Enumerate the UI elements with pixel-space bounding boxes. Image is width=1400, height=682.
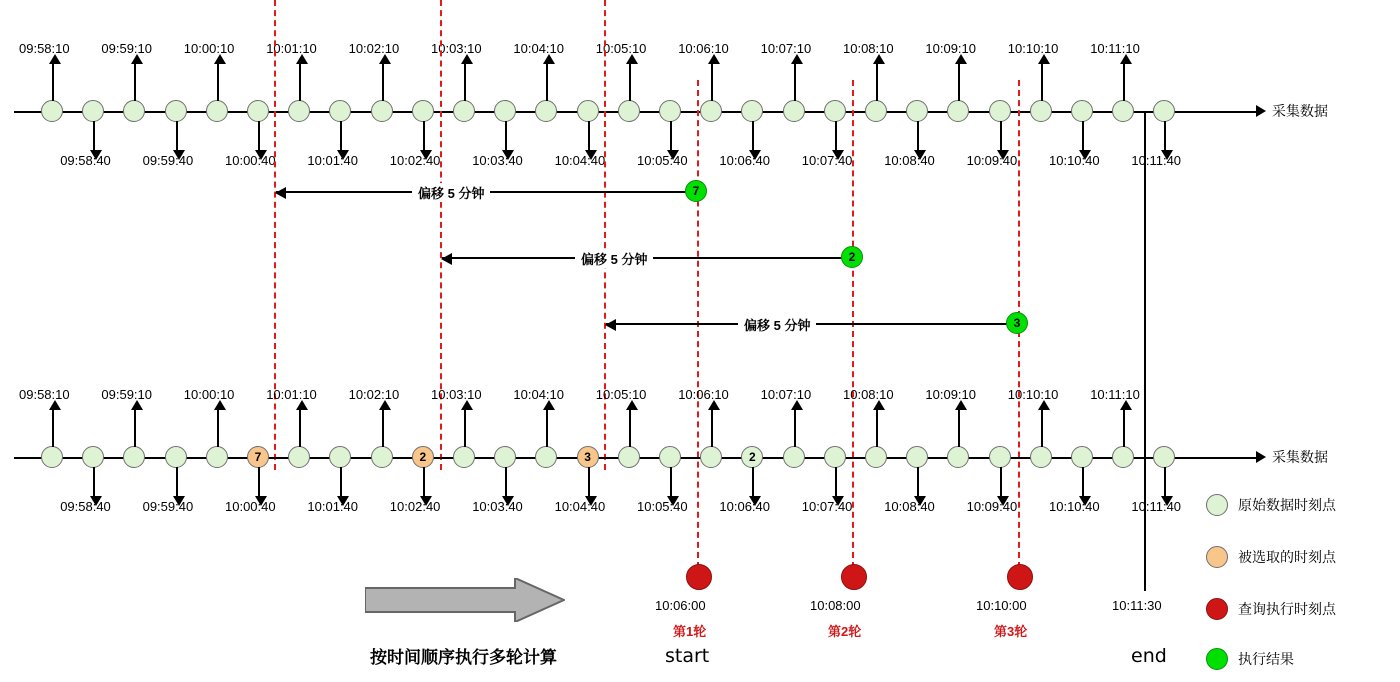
tick-arrow-up [134,63,136,101]
tick-arrow-down [1164,121,1166,151]
tick-arrow-down-head [1161,496,1173,506]
original-data-dot [865,100,887,122]
tick-arrow-down-head [667,496,679,506]
original-data-dot [700,446,722,468]
time-label-up: 10:01:10 [266,41,317,56]
time-label-up: 10:08:10 [843,41,894,56]
tick-arrow-up-head [626,400,638,410]
original-data-dot [1153,100,1175,122]
tick-arrow-up [958,63,960,101]
original-data-dot [947,446,969,468]
data-dot-value: 7 [254,450,262,464]
tick-arrow-up-head [1120,400,1132,410]
tick-arrow-down [340,121,342,151]
tick-arrow-up-head [955,400,967,410]
tick-arrow-up-head [214,54,226,64]
result-dot-2-value: 2 [848,250,856,264]
tick-arrow-up-head [49,54,61,64]
original-data-dot [165,446,187,468]
tick-arrow-up [1123,409,1125,447]
tick-arrow-down [917,121,919,151]
tick-arrow-down-head [173,150,185,160]
tick-arrow-up [546,409,548,447]
time-label-down: 10:00:40 [225,499,276,514]
tick-arrow-down-head [90,150,102,160]
tick-arrow-down [1082,467,1084,497]
tick-arrow-up-head [873,54,885,64]
legend-item-original [1206,494,1336,516]
offset-arrow-2-head [441,253,452,265]
tick-arrow-up-head [1038,400,1050,410]
tick-arrow-down-head [255,496,267,506]
offset-label-1: 偏移 5 分钟 [412,183,490,202]
tick-arrow-down-head [749,496,761,506]
end-time-label: 10:11:30 [1112,598,1162,613]
time-label-down: 10:03:40 [472,499,523,514]
tick-arrow-down-head [502,496,514,506]
original-data-dot [494,446,516,468]
original-data-dot [535,100,557,122]
tick-arrow-down-head [749,150,761,160]
bottom-axis-arrowhead [1256,451,1266,463]
tick-arrow-down [1000,121,1002,151]
original-data-dot [906,446,928,468]
tick-arrow-up-head [131,400,143,410]
time-label-up: 10:06:10 [678,41,729,56]
legend-item-result [1206,648,1294,670]
original-data-dot [82,446,104,468]
tick-arrow-down [176,467,178,497]
tick-arrow-up [134,409,136,447]
legend-dot-result-icon [1206,648,1228,670]
tick-arrow-down-head [255,150,267,160]
original-data-dot [618,100,640,122]
time-label-up: 10:08:10 [843,387,894,402]
execute-dot-round3 [1007,564,1033,590]
time-label-down: 10:06:40 [719,499,770,514]
tick-arrow-down-head [914,150,926,160]
time-label-down: 10:04:40 [554,499,606,514]
tick-arrow-up-head [131,54,143,64]
original-data-dot [371,446,393,468]
original-data-dot [1071,100,1093,122]
original-data-dot [206,446,228,468]
legend-label-execute: 查询执行时刻点 [1238,601,1336,617]
original-data-dot [1112,100,1134,122]
time-label-up: 10:10:10 [1007,41,1059,56]
original-data-dot [41,446,63,468]
execute-dot-round1 [686,564,712,590]
tick-arrow-up-head [296,54,308,64]
tick-arrow-up [629,409,631,447]
time-label-up: 10:07:10 [760,41,812,56]
tick-arrow-up [876,409,878,447]
tick-arrow-down-head [502,150,514,160]
tick-arrow-down-head [585,496,597,506]
tick-arrow-up [876,63,878,101]
original-data-dot [82,100,104,122]
tick-arrow-up [546,63,548,101]
tick-arrow-up [1123,63,1125,101]
tick-arrow-down-head [420,496,432,506]
time-label-up: 10:02:10 [348,387,400,402]
time-label-up: 09:59:10 [101,387,152,402]
end-label: end [1131,645,1167,667]
original-data-dot [618,446,640,468]
legend-dot-original-icon [1206,494,1228,516]
tick-arrow-up [711,63,713,101]
time-label-up: 10:06:10 [678,387,729,402]
time-label-down: 10:02:40 [389,499,441,514]
round1-time: 10:06:00 [655,598,706,613]
original-data-dot [1153,446,1175,468]
tick-arrow-up [464,409,466,447]
original-data-dot [824,446,846,468]
tick-arrow-down [670,121,672,151]
time-label-up: 10:05:10 [595,41,647,56]
original-data-dot [659,446,681,468]
legend-item-execute [1206,598,1336,620]
tick-arrow-up-head [708,54,720,64]
tick-arrow-up-head [1120,54,1132,64]
tick-arrow-up-head [791,54,803,64]
legend-dot-selected-icon [1206,546,1228,568]
original-data-dot [700,100,722,122]
original-data-dot [206,100,228,122]
tick-arrow-up-head [379,400,391,410]
original-data-dot [535,446,557,468]
time-label-down: 10:11:40 [1131,499,1182,514]
tick-arrow-up [217,63,219,101]
time-label-up: 10:05:10 [595,387,647,402]
tick-arrow-up-head [708,400,720,410]
tick-arrow-up-head [1038,54,1050,64]
tick-arrow-down-head [90,496,102,506]
tick-arrow-down-head [585,150,597,160]
offset-arrow-1-head [275,187,286,199]
time-label-up: 10:03:10 [431,41,482,56]
time-label-down: 10:09:40 [966,153,1018,168]
tick-arrow-up [711,409,713,447]
tick-arrow-up-head [214,400,226,410]
original-data-dot [123,446,145,468]
time-label-down: 10:01:40 [307,153,358,168]
tick-arrow-down [835,467,837,497]
original-data-dot [1071,446,1093,468]
tick-arrow-up [382,63,384,101]
tick-arrow-down [505,121,507,151]
tick-arrow-down [835,121,837,151]
time-label-down: 10:10:40 [1049,499,1100,514]
data-dot-value: 2 [749,450,756,464]
tick-arrow-up [464,63,466,101]
round2-time: 10:08:00 [810,598,861,613]
original-data-dot [989,446,1011,468]
tick-arrow-down-head [1079,150,1091,160]
original-data-dot [783,446,805,468]
original-data-dot [494,100,516,122]
legend-label-result: 执行结果 [1238,651,1294,667]
data-dot-value: 2 [419,450,427,464]
tick-arrow-up-head [626,54,638,64]
time-label-up: 09:58:10 [19,41,70,56]
tick-arrow-down-head [832,496,844,506]
tick-arrow-up [299,63,301,101]
time-label-down: 10:01:40 [307,499,358,514]
tick-arrow-down [258,121,260,151]
original-data-dot [453,100,475,122]
original-data-dot [824,100,846,122]
time-label-up: 10:07:10 [760,387,812,402]
round1-label: 第1轮 [673,624,707,639]
original-data-dot [577,100,599,122]
bottom-axis-label: 采集数据 [1272,449,1328,465]
legend-item-selected [1206,546,1336,568]
round3-time: 10:10:00 [976,598,1027,613]
time-label-up: 10:10:10 [1007,387,1059,402]
original-data-dot [659,100,681,122]
tick-arrow-up-head [873,400,885,410]
original-data-dot [329,100,351,122]
tick-arrow-down [1082,121,1084,151]
tick-arrow-up [958,409,960,447]
original-data-dot [329,446,351,468]
original-data-dot [989,100,1011,122]
tick-arrow-down [258,467,260,497]
time-label-up: 10:11:10 [1090,387,1140,402]
time-label-down: 10:09:40 [966,499,1018,514]
time-label-down: 10:06:40 [719,153,770,168]
tick-arrow-up-head [461,54,473,64]
original-data-dot [288,100,310,122]
time-label-up: 09:58:10 [19,387,70,402]
result-dot-1-value: 7 [692,184,700,198]
tick-arrow-up-head [955,54,967,64]
tick-arrow-down [505,467,507,497]
original-data-dot [165,100,187,122]
top-axis-label: 采集数据 [1272,103,1328,119]
original-data-dot [453,446,475,468]
tick-arrow-up-head [791,400,803,410]
time-label-up: 10:02:10 [348,41,400,56]
direction-arrow-icon [365,578,565,627]
offset-label-2: 偏移 5 分钟 [575,249,653,268]
time-label-up: 10:11:10 [1090,41,1140,56]
tick-arrow-up [52,63,54,101]
original-data-dot [906,100,928,122]
tick-arrow-up [217,409,219,447]
original-data-dot [123,100,145,122]
end-vertical-line [1144,111,1146,591]
time-label-down: 10:07:40 [801,499,853,514]
round3-label: 第3轮 [994,624,1028,639]
time-label-down: 10:04:40 [554,153,606,168]
execute-dot-round2 [841,564,867,590]
tick-arrow-down [588,467,590,497]
time-label-down: 10:00:40 [225,153,276,168]
tick-arrow-up [299,409,301,447]
time-label-up: 10:09:10 [925,387,976,402]
offset-label-3: 偏移 5 分钟 [738,315,816,334]
tick-arrow-down-head [420,150,432,160]
original-data-dot [371,100,393,122]
tick-arrow-down-head [997,150,1009,160]
time-label-down: 10:10:40 [1049,153,1100,168]
time-label-down: 10:02:40 [389,153,441,168]
tick-arrow-down [752,121,754,151]
original-data-dot [41,100,63,122]
tick-arrow-down-head [337,150,349,160]
tick-arrow-down [93,467,95,497]
tick-arrow-down-head [832,150,844,160]
tick-arrow-up-head [296,400,308,410]
tick-arrow-down [752,467,754,497]
tick-arrow-up-head [543,54,555,64]
time-label-down: 10:05:40 [637,499,688,514]
tick-arrow-down [93,121,95,151]
time-label-up: 10:09:10 [925,41,976,56]
time-label-up: 10:03:10 [431,387,482,402]
result-dot-3-value: 3 [1013,316,1021,330]
tick-arrow-up-head [379,54,391,64]
tick-arrow-down [1000,467,1002,497]
tick-arrow-down [917,467,919,497]
legend-label-original: 原始数据时刻点 [1238,497,1336,513]
original-data-dot [741,100,763,122]
original-data-dot [1030,100,1052,122]
tick-arrow-down [423,467,425,497]
time-label-down: 10:07:40 [801,153,853,168]
tick-arrow-up [1041,409,1043,447]
time-label-up: 10:04:10 [513,387,564,402]
tick-arrow-down [340,467,342,497]
tick-arrow-down [670,467,672,497]
original-data-dot [247,100,269,122]
tick-arrow-up [1041,63,1043,101]
start-label: start [665,645,710,667]
original-data-dot [865,446,887,468]
tick-arrow-up-head [461,400,473,410]
tick-arrow-up [382,409,384,447]
time-label-down: 09:59:40 [142,153,194,168]
tick-arrow-up-head [49,400,61,410]
tick-arrow-down [176,121,178,151]
original-data-dot [1112,446,1134,468]
time-label-down: 10:03:40 [472,153,523,168]
offset-arrow-3-head [605,319,616,331]
time-label-down: 09:59:40 [142,499,194,514]
diagram-caption: 按时间顺序执行多轮计算 [370,648,557,667]
time-label-down: 09:58:40 [60,153,111,168]
time-label-up: 09:59:10 [101,41,152,56]
round2-label: 第2轮 [828,624,862,639]
time-label-up: 10:00:10 [183,387,235,402]
original-data-dot [288,446,310,468]
top-axis-arrowhead [1256,105,1266,117]
tick-arrow-up [794,63,796,101]
tick-arrow-down-head [337,496,349,506]
time-label-up: 10:01:10 [266,387,317,402]
time-label-up: 10:04:10 [513,41,564,56]
legend-dot-execute-icon [1206,598,1228,620]
tick-arrow-up-head [543,400,555,410]
data-dot-value: 3 [584,450,591,464]
legend-label-selected: 被选取的时刻点 [1238,549,1336,565]
tick-arrow-up [794,409,796,447]
time-label-down: 09:58:40 [60,499,111,514]
original-data-dot [412,100,434,122]
tick-arrow-up [629,63,631,101]
tick-arrow-down-head [1161,150,1173,160]
time-label-down: 10:08:40 [884,499,935,514]
tick-arrow-down [423,121,425,151]
original-data-dot [1030,446,1052,468]
original-data-dot [947,100,969,122]
tick-arrow-down [1164,467,1166,497]
time-label-down: 10:11:40 [1131,153,1182,168]
time-label-up: 10:00:10 [183,41,235,56]
tick-arrow-down-head [173,496,185,506]
tick-arrow-down-head [997,496,1009,506]
tick-arrow-down [588,121,590,151]
time-label-down: 10:05:40 [637,153,688,168]
tick-arrow-down-head [914,496,926,506]
time-label-down: 10:08:40 [884,153,935,168]
tick-arrow-up [52,409,54,447]
tick-arrow-down-head [1079,496,1091,506]
tick-arrow-down-head [667,150,679,160]
original-data-dot [783,100,805,122]
